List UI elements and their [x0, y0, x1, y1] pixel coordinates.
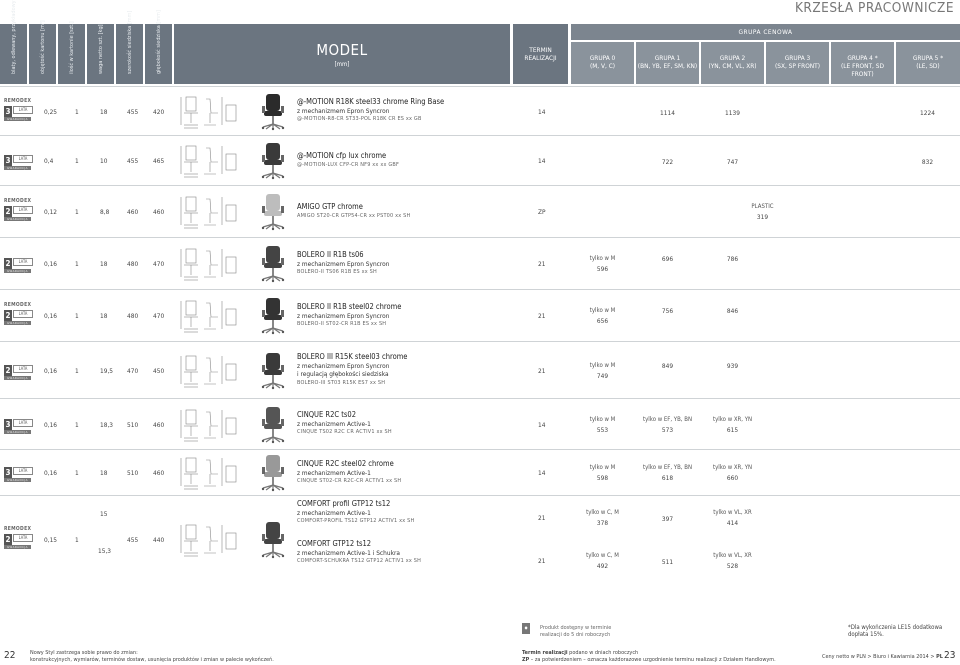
header-group-3: GRUPA 3 (SX, SP FRONT): [766, 42, 829, 84]
left-disclaimer: Nowy Styl zastrzega sobie prawo do zmian: konstrukcyjnych, wymiarów, terminów dostaw, usunięcia produktów i zmian w palecie wykończeń.: [30, 650, 274, 663]
cell-vol: 0,16: [44, 421, 58, 429]
cell-weight: 18: [100, 469, 108, 477]
price-value: 786: [726, 255, 739, 263]
product-drawings: [178, 93, 246, 133]
price-note: tylko w M: [589, 416, 616, 423]
chair-photo: [260, 454, 286, 492]
cell-qty: 1: [75, 208, 79, 216]
header-model: MODEL [mm]: [174, 24, 510, 84]
badge-number: 2: [5, 311, 11, 320]
model-code: AMIGO ST20-CR GTP54-CR xx PST00 xx SH: [297, 212, 411, 219]
price-note: tylko w VL, XR: [713, 509, 752, 516]
legend-badge: •: [523, 624, 529, 633]
badge-number: 3: [5, 156, 11, 165]
price-note: tylko w M: [589, 255, 616, 262]
cell-qty: 1: [75, 367, 79, 375]
model-feature: z mechanizmem Epron Syncron: [297, 311, 390, 320]
cell-d: 465: [153, 157, 165, 165]
termin-note: Termin realizacji podano w dniach roboczych ZP – za potwierdzeniem – oznacza każdorazowe uzgodnienie terminu realizacji z Działem Handlowym.: [522, 650, 776, 663]
product-image: [260, 93, 286, 133]
product-image: [260, 406, 286, 446]
model-feature: z mechanizmem Active-1: [297, 468, 371, 477]
chair-photo: [260, 142, 286, 180]
price-cell: [701, 551, 764, 571]
price-value: 1139: [725, 109, 740, 117]
cell-termin: 21: [538, 260, 546, 268]
product-drawings: [178, 193, 246, 233]
header-col-5: głębokość siedziska [mm]: [145, 24, 172, 84]
price-cell: [636, 108, 699, 118]
model-code: CINQUE TS02 R2C CR ACTIV1 xx SH: [297, 429, 392, 435]
remodex-label: REMODEX: [4, 526, 32, 532]
price-cell: [571, 254, 634, 274]
badge-bar: GWARANCJA: [4, 376, 31, 380]
model-name: AMIGO GTP chrome: [297, 202, 363, 211]
price-cell: [571, 463, 634, 483]
model-code: BOLERO-III ST03 R15K ES7 xx SH: [297, 379, 386, 386]
cell-vol: 0,16: [44, 312, 58, 320]
dimension-drawings: [178, 454, 240, 492]
cell-weight: 18: [100, 312, 108, 320]
cell-w: 510: [127, 469, 139, 477]
price-value: 598: [596, 474, 609, 482]
table-row: [0, 449, 960, 496]
dimension-drawings: [178, 142, 240, 180]
cell-weight: 10: [100, 157, 108, 165]
product-drawings: [178, 297, 246, 337]
badge-label: LATA: [13, 258, 33, 266]
price-note: tylko w VL, XR: [713, 552, 752, 559]
price-value: 511: [661, 558, 674, 566]
model-code: @-MOTION-R8-CR ST33-POL R18K CR ES xx GB: [297, 116, 422, 122]
model-description: [297, 353, 407, 387]
model-feature: z mechanizmem Epron Syncron: [297, 106, 390, 115]
table-row: [0, 185, 960, 238]
chair-photo: [260, 193, 286, 231]
badge-label: LATA: [13, 206, 33, 214]
cell-qty: 1: [75, 157, 79, 165]
cell-d: 460: [153, 208, 165, 216]
price-value: 849: [661, 362, 674, 370]
price-value: 618: [661, 474, 674, 482]
chair-photo: [260, 93, 286, 131]
model-description: [297, 460, 401, 486]
price-note: tylko w M: [589, 362, 616, 369]
price-cell: [636, 463, 699, 483]
dimension-drawings: [178, 521, 240, 559]
price-note: Ceny netto w PLN > Biuro i Kawiarnia 2014 > PL: [822, 654, 943, 660]
badge-number: 3: [5, 107, 11, 116]
price-cell: [636, 514, 699, 524]
cell-w: 455: [127, 108, 139, 116]
cell-weight: 18: [100, 260, 108, 268]
badge-number: 3: [5, 420, 11, 429]
price-cell: [701, 306, 764, 316]
cell-w: 480: [127, 312, 139, 320]
price-value: 656: [596, 317, 609, 325]
dimension-drawings: [178, 406, 240, 444]
price-cell: [731, 202, 794, 222]
model-code: COMFORT-PROFIL TS12 GTP12 ACTIV1 xx SH: [297, 518, 415, 524]
dimension-drawings: [178, 352, 240, 390]
badge-label: LATA: [13, 419, 33, 427]
dimension-drawings: [178, 297, 240, 335]
delivery-badge: [4, 310, 31, 325]
price-cell: [636, 557, 699, 567]
delivery-badge: [4, 155, 31, 170]
model-description: [297, 303, 401, 329]
dimension-drawings: [178, 93, 240, 131]
price-cell: [636, 361, 699, 371]
delivery-badge: [4, 106, 31, 121]
cell-d: 460: [153, 469, 165, 477]
price-value: 846: [726, 307, 739, 315]
badge-label: LATA: [13, 310, 33, 318]
price-cell: [636, 254, 699, 264]
cell-qty: 1: [75, 469, 79, 477]
table-row: [0, 289, 960, 342]
price-value: 528: [726, 562, 739, 570]
badge-bar: GWARANCJA: [4, 269, 31, 273]
price-cell: [701, 108, 764, 118]
product-drawings: [178, 406, 246, 446]
model-description: [297, 500, 414, 526]
model-feature: i regulacją głębokości siedziska: [297, 370, 389, 378]
cell-w: 460: [127, 208, 139, 216]
cell-w: 455: [127, 536, 139, 544]
price-note: tylko w M: [589, 464, 616, 471]
price-note: tylko w M: [589, 307, 616, 314]
price-cell: [701, 254, 764, 264]
cell-vol: 0,16: [44, 367, 58, 375]
badge-number: 2: [5, 259, 11, 268]
page-title: KRZESŁA PRACOWNICZE: [794, 0, 954, 16]
product-drawings: [178, 245, 246, 285]
remodex-label: REMODEX: [4, 198, 32, 204]
badge-label: LATA: [13, 155, 33, 163]
left-page-number: 22: [4, 650, 16, 661]
price-note: tylko w XR, YN: [712, 464, 753, 471]
cell-weight: 18: [100, 108, 108, 116]
cell-weight-b: 15,3: [98, 547, 112, 555]
dimension-drawings: [178, 245, 240, 283]
product-drawings: [178, 521, 246, 561]
badge-number: 3: [5, 468, 11, 477]
header-group-0: GRUPA 0 (M, V, C): [571, 42, 634, 84]
cell-w: 455: [127, 157, 139, 165]
product-image: [260, 297, 286, 337]
badge-bar: GWARANCJA: [4, 217, 31, 221]
price-cell: [636, 415, 699, 435]
delivery-badge: [4, 206, 31, 221]
cell-weight: 8,8: [100, 208, 110, 216]
badge-label: LATA: [13, 106, 33, 114]
model-description: [297, 251, 389, 277]
right-page-number: 23: [944, 650, 956, 661]
product-image: [260, 142, 286, 182]
price-value: 492: [596, 562, 609, 570]
price-cell: [571, 551, 634, 571]
product-drawings: [178, 454, 246, 494]
cell-termin: 14: [538, 421, 546, 429]
cell-weight-a: 15: [100, 510, 108, 518]
delivery-badge: [4, 534, 31, 549]
header-termin: TERMIN REALIZACJI: [513, 24, 568, 84]
price-cell: [896, 108, 959, 118]
model-code: BOLERO-II ST02-CR R1B ES xx SH: [297, 321, 387, 327]
badge-bar: GWARANCJA: [4, 321, 31, 325]
cell-vol: 0,15: [44, 536, 58, 544]
model-name: @-MOTION R18K steel33 chrome Ring Base: [297, 97, 445, 106]
table-row: [0, 495, 960, 583]
price-note: tylko w EF, YB, BN: [643, 416, 692, 423]
badge-bar: GWARANCJA: [4, 117, 31, 121]
cell-weight: 18,3: [100, 421, 114, 429]
model-feature: z mechanizmem Epron Syncron: [297, 361, 390, 370]
model-description: [297, 203, 410, 220]
cell-d: 460: [153, 421, 165, 429]
model-feature: z mechanizmem Epron Syncron: [297, 259, 390, 268]
model-name: COMFORT GTP12 ts12: [297, 539, 372, 548]
header-grupa-cenowa: GRUPA CENOWA: [571, 24, 960, 40]
badge-number: 2: [5, 207, 11, 216]
cell-termin: 21: [538, 514, 546, 522]
product-drawings: [178, 142, 246, 182]
chair-photo: [260, 297, 286, 335]
badge-number: 2: [5, 366, 11, 375]
cell-termin: 14: [538, 157, 546, 165]
badge-label: LATA: [13, 467, 33, 475]
dimension-drawings: [178, 193, 240, 231]
cell-termin: ZP: [538, 208, 546, 216]
model-code: CINQUE ST02-CR R2C-CR ACTIV1 xx SH: [297, 478, 402, 484]
chair-photo: [260, 352, 286, 390]
delivery-badge: [4, 467, 31, 482]
table-row: [0, 398, 960, 450]
cell-vol: 0,16: [44, 260, 58, 268]
price-value: 747: [726, 158, 739, 166]
table-row: [0, 86, 960, 136]
price-cell: [636, 306, 699, 316]
cell-vol: 0,25: [44, 108, 58, 116]
delivery-badge: [4, 365, 31, 380]
cell-qty: 1: [75, 108, 79, 116]
cell-d: 470: [153, 260, 165, 268]
price-cell: [636, 157, 699, 167]
price-cell: [571, 508, 634, 528]
le-note: *Dla wykończenia LE15 dodatkowa dopłata 15%.: [848, 624, 943, 638]
cell-termin: 14: [538, 469, 546, 477]
badge-bar: GWARANCJA: [4, 478, 31, 482]
delivery-badge: [4, 258, 31, 273]
price-value: 553: [596, 426, 609, 434]
cell-qty: 1: [75, 536, 79, 544]
price-value: 756: [661, 307, 674, 315]
model-description: [297, 152, 399, 169]
chair-photo: [260, 245, 286, 283]
cell-qty: 1: [75, 260, 79, 268]
price-cell: [571, 361, 634, 381]
product-image: [260, 193, 286, 233]
price-value: 939: [726, 362, 739, 370]
chair-photo: [260, 521, 286, 559]
table-row: [0, 237, 960, 290]
badge-label: LATA: [13, 534, 33, 542]
model-description: [297, 98, 444, 124]
header-col-2: ilość w kartonie [szt.]: [58, 24, 85, 84]
header-col-4: szerokość siedziska [mm]: [116, 24, 143, 84]
header-group-1: GRUPA 1 (BN, YB, EF, SM, KN): [636, 42, 699, 84]
cell-w: 480: [127, 260, 139, 268]
price-value: 696: [661, 255, 674, 263]
cell-termin: 21: [538, 312, 546, 320]
badge-note: Produkt dostępny w terminie realizacji do 5 dni roboczych: [540, 625, 612, 638]
product-image: [260, 245, 286, 285]
price-value: 414: [726, 519, 739, 527]
badge-bar: GWARANCJA: [4, 166, 31, 170]
model-name: BOLERO II R1B steel02 chrome: [297, 302, 402, 311]
remodex-label: REMODEX: [4, 98, 32, 104]
cell-d: 420: [153, 108, 165, 116]
price-value: 660: [726, 474, 739, 482]
model-name: CINQUE R2C ts02: [297, 410, 356, 419]
model-name: @-MOTION cfp lux chrome: [297, 151, 387, 160]
table-row: [0, 341, 960, 399]
model-feature: z mechanizmem Active-1: [297, 419, 371, 428]
price-cell: [701, 157, 764, 167]
badge-bar: GWARANCJA: [4, 430, 31, 434]
price-cell: [571, 306, 634, 326]
cell-termin: 21: [538, 557, 546, 565]
price-value: 397: [661, 515, 674, 523]
badge-bar: GWARANCJA: [4, 545, 31, 549]
badge-number: 2: [5, 535, 11, 544]
price-note: tylko w XR, YN: [712, 416, 753, 423]
remodex-label: REMODEX: [4, 302, 32, 308]
table-row: [0, 135, 960, 186]
cell-w: 470: [127, 367, 139, 375]
price-cell: [701, 361, 764, 371]
model-name: COMFORT profil GTP12 ts12: [297, 499, 391, 508]
price-cell: [896, 157, 959, 167]
model-description: [297, 540, 421, 566]
header-group-5: GRUPA 5 * (LE, SD): [896, 42, 960, 84]
model-name: CINQUE R2C steel02 chrome: [297, 459, 394, 468]
cell-vol: 0,12: [44, 208, 58, 216]
price-value: 378: [596, 519, 609, 527]
price-cell: [571, 415, 634, 435]
price-cell: [701, 463, 764, 483]
model-feature: z mechanizmem Active-1: [297, 508, 371, 517]
price-cell: [701, 508, 764, 528]
badge-label: LATA: [13, 365, 33, 373]
cell-vol: 0,16: [44, 469, 58, 477]
header-col-1: objętość kartonu [m³]: [29, 24, 56, 84]
cell-d: 450: [153, 367, 165, 375]
chair-photo: [260, 406, 286, 444]
price-value: 573: [661, 426, 674, 434]
product-image: [260, 454, 286, 494]
cell-qty: 1: [75, 312, 79, 320]
price-value: 749: [596, 372, 609, 380]
delivery-badge: [4, 419, 31, 434]
product-image: [260, 352, 286, 392]
model-feature: z mechanizmem Active-1 i Schukra: [297, 548, 400, 557]
price-value: 1114: [660, 109, 675, 117]
header-group-4: GRUPA 4 * (LE FRONT, SD FRONT): [831, 42, 894, 84]
price-note: tylko w C, M: [586, 552, 619, 559]
model-description: [297, 411, 392, 437]
price-value: 722: [661, 158, 674, 166]
price-value: 1224: [920, 109, 935, 117]
price-cell: [701, 415, 764, 435]
price-value: 596: [596, 265, 609, 273]
price-note: PLASTIC: [751, 203, 774, 210]
product-drawings: [178, 352, 246, 392]
cell-weight: 19,5: [100, 367, 114, 375]
model-name: BOLERO III R15K steel03 chrome: [297, 352, 408, 361]
price-note: tylko w C, M: [586, 509, 619, 516]
model-name: BOLERO II R1B ts06: [297, 250, 364, 259]
price-note: tylko w EF, YB, BN: [643, 464, 692, 471]
cell-termin: 14: [538, 108, 546, 116]
price-value: 615: [726, 426, 739, 434]
header-col-0: blaty, odlewany, przykładowy: [0, 24, 27, 84]
price-value: 832: [921, 158, 934, 166]
header-col-3: waga netto szt. [kg]: [87, 24, 114, 84]
price-value: 319: [756, 213, 769, 221]
cell-w: 510: [127, 421, 139, 429]
product-image: [260, 521, 286, 561]
cell-vol: 0,4: [44, 157, 54, 165]
cell-qty: 1: [75, 421, 79, 429]
cell-d: 440: [153, 536, 165, 544]
model-code: COMFORT-SCHUKRA TS12 GTP12 ACTIV1 xx SH: [297, 558, 422, 564]
model-code: @-MOTION-LUX CFP-CR NF9 xx xx GBF: [297, 161, 400, 168]
model-code: BOLERO-II TS06 R1B ES xx SH: [297, 269, 377, 275]
cell-termin: 21: [538, 367, 546, 375]
header-group-2: GRUPA 2 (YN, CM, VL, XR): [701, 42, 764, 84]
cell-d: 470: [153, 312, 165, 320]
